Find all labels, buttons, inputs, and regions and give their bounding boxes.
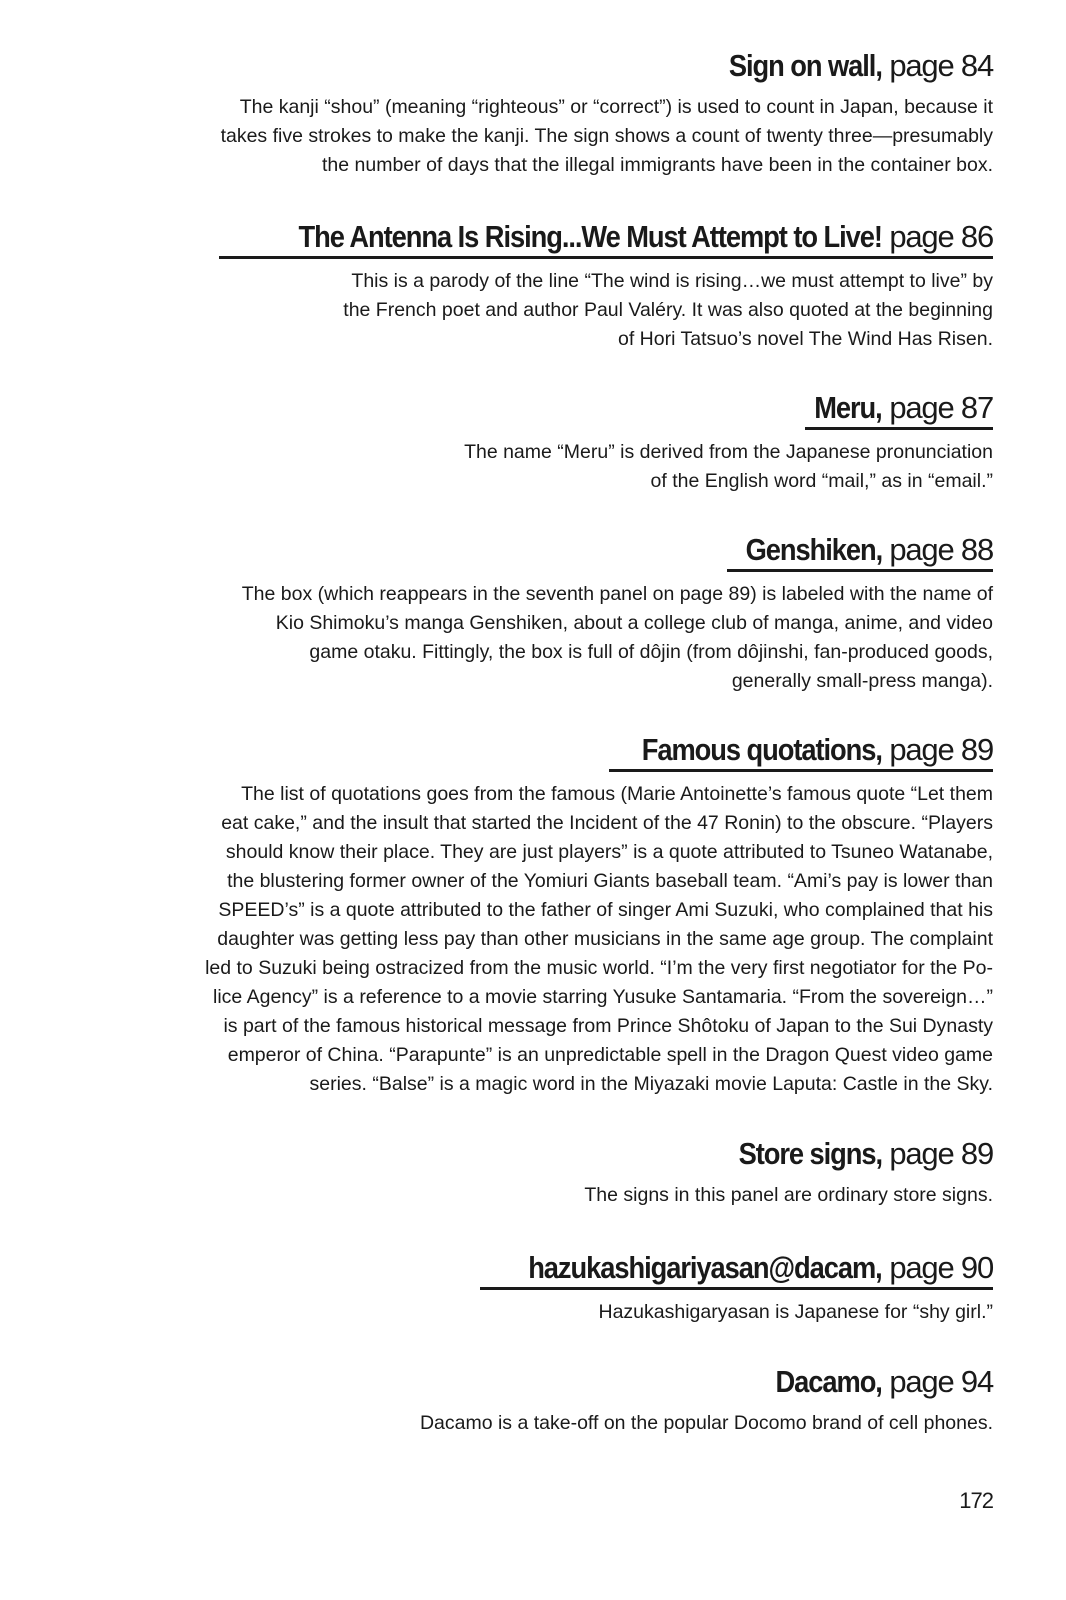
section-body: [480, 1298, 993, 1327]
section-title: Famous quotations,: [641, 732, 882, 767]
section-body: [242, 580, 993, 696]
section-heading: [719, 1136, 993, 1173]
section-heading: [805, 390, 993, 430]
section-page-ref: page 89: [881, 732, 993, 767]
section-famous-quotations: [205, 732, 993, 1099]
body-line: eat cake,” and the insult that started the Incident of the 47 Ronin) to the obscure. “Players: [221, 812, 993, 834]
body-line: takes five strokes to make the kanji. The sign shows a count of twenty three—presumably: [220, 125, 993, 147]
section-genshiken: [242, 532, 993, 696]
section-title: Store signs,: [738, 1136, 882, 1171]
body-line: is part of the famous historical message from Prince Shôtoku of Japan to the Sui Dynasty: [223, 1015, 993, 1037]
body-line: This is a parody of the line “The wind is rising…we must attempt to live” by: [351, 270, 993, 292]
section-heading: [219, 219, 993, 259]
body-line: The kanji “shou” (meaning “righteous” or “correct”) is used to count in Japan, because it: [239, 96, 993, 118]
section-heading: [480, 1250, 993, 1290]
section-title: Meru,: [814, 390, 882, 425]
body-line: daughter was getting less pay than other musicians in the same age group. The complaint: [217, 928, 993, 950]
body-line: Kio Shimoku’s manga Genshiken, about a college club of manga, anime, and video: [275, 612, 993, 634]
section-hazukashigariyasan: [480, 1250, 993, 1327]
body-line: generally small-press manga).: [731, 670, 993, 692]
section-dacamo: [420, 1364, 993, 1438]
body-line: of the English word “mail,” as in “email.”: [650, 470, 993, 492]
section-heading: [727, 532, 993, 572]
section-meru: [464, 390, 993, 496]
section-title: The Antenna Is Rising...We Must Attempt to Live!: [298, 219, 882, 254]
section-body: [221, 93, 993, 180]
body-line: game otaku. Fittingly, the box is full of dôjin (from dôjinshi, fan-produced goods,: [309, 641, 993, 663]
body-line: Hazukashigaryasan is Japanese for “shy girl.”: [598, 1301, 993, 1323]
section-body: [584, 1181, 993, 1210]
section-page-ref: page 88: [881, 532, 993, 567]
section-store-signs: [584, 1136, 993, 1210]
section-title: Dacamo,: [775, 1364, 882, 1399]
section-body: [464, 438, 993, 496]
body-line: lice Agency” is a reference to a movie starring Yusuke Santamaria. “From the sovereign…”: [213, 986, 993, 1008]
body-line: The signs in this panel are ordinary store signs.: [584, 1184, 993, 1206]
section-title: hazukashigariyasan@dacam,: [528, 1250, 882, 1285]
body-line: emperor of China. “Parapunte” is an unpredictable spell in the Dragon Quest video game: [227, 1044, 993, 1066]
section-heading: [761, 1364, 993, 1401]
body-line: the blustering former owner of the Yomiuri Giants baseball team. “Ami’s pay is lower than: [227, 870, 993, 892]
section-sign-on-wall: [221, 48, 993, 180]
body-line: The name “Meru” is derived from the Japanese pronunciation: [464, 441, 993, 463]
section-body: [219, 267, 993, 354]
body-line: led to Suzuki being ostracized from the music world. “I’m the very first negotiator for the Po-: [205, 957, 993, 979]
section-page-ref: page 89: [881, 1136, 993, 1171]
section-page-ref: page 90: [881, 1250, 993, 1285]
body-line: series. “Balse” is a magic word in the Miyazaki movie Laputa: Castle in the Sky.: [309, 1073, 993, 1095]
body-line: Dacamo is a take-off on the popular Docomo brand of cell phones.: [419, 1412, 993, 1434]
section-antenna-is-rising: [219, 219, 993, 354]
body-line: the French poet and author Paul Valéry. It was also quoted at the beginning: [343, 299, 993, 321]
page-number: 172: [959, 1488, 993, 1513]
section-heading: [708, 48, 993, 85]
body-line: should know their place. They are just players” is a quote attributed to Tsuneo Watanabe,: [225, 841, 993, 863]
section-heading: [609, 732, 993, 772]
body-line: of Hori Tatsuo’s novel The Wind Has Risen.: [617, 328, 993, 350]
section-page-ref: page 86: [881, 219, 993, 254]
body-line: the number of days that the illegal immigrants have been in the container box.: [322, 154, 993, 176]
body-line: The box (which reappears in the seventh panel on page 89) is labeled with the name of: [241, 583, 993, 605]
body-line: SPEED’s” is a quote attributed to the father of singer Ami Suzuki, who complained that his: [218, 899, 993, 921]
section-body: [420, 1409, 993, 1438]
section-page-ref: page 84: [881, 48, 993, 83]
section-page-ref: page 94: [881, 1364, 993, 1399]
body-line: The list of quotations goes from the famous (Marie Antoinette’s famous quote “Let them: [241, 783, 993, 805]
section-title: Sign on wall,: [728, 48, 882, 83]
section-body: [205, 780, 993, 1099]
section-title: Genshiken,: [745, 532, 882, 567]
section-page-ref: page 87: [881, 390, 993, 425]
